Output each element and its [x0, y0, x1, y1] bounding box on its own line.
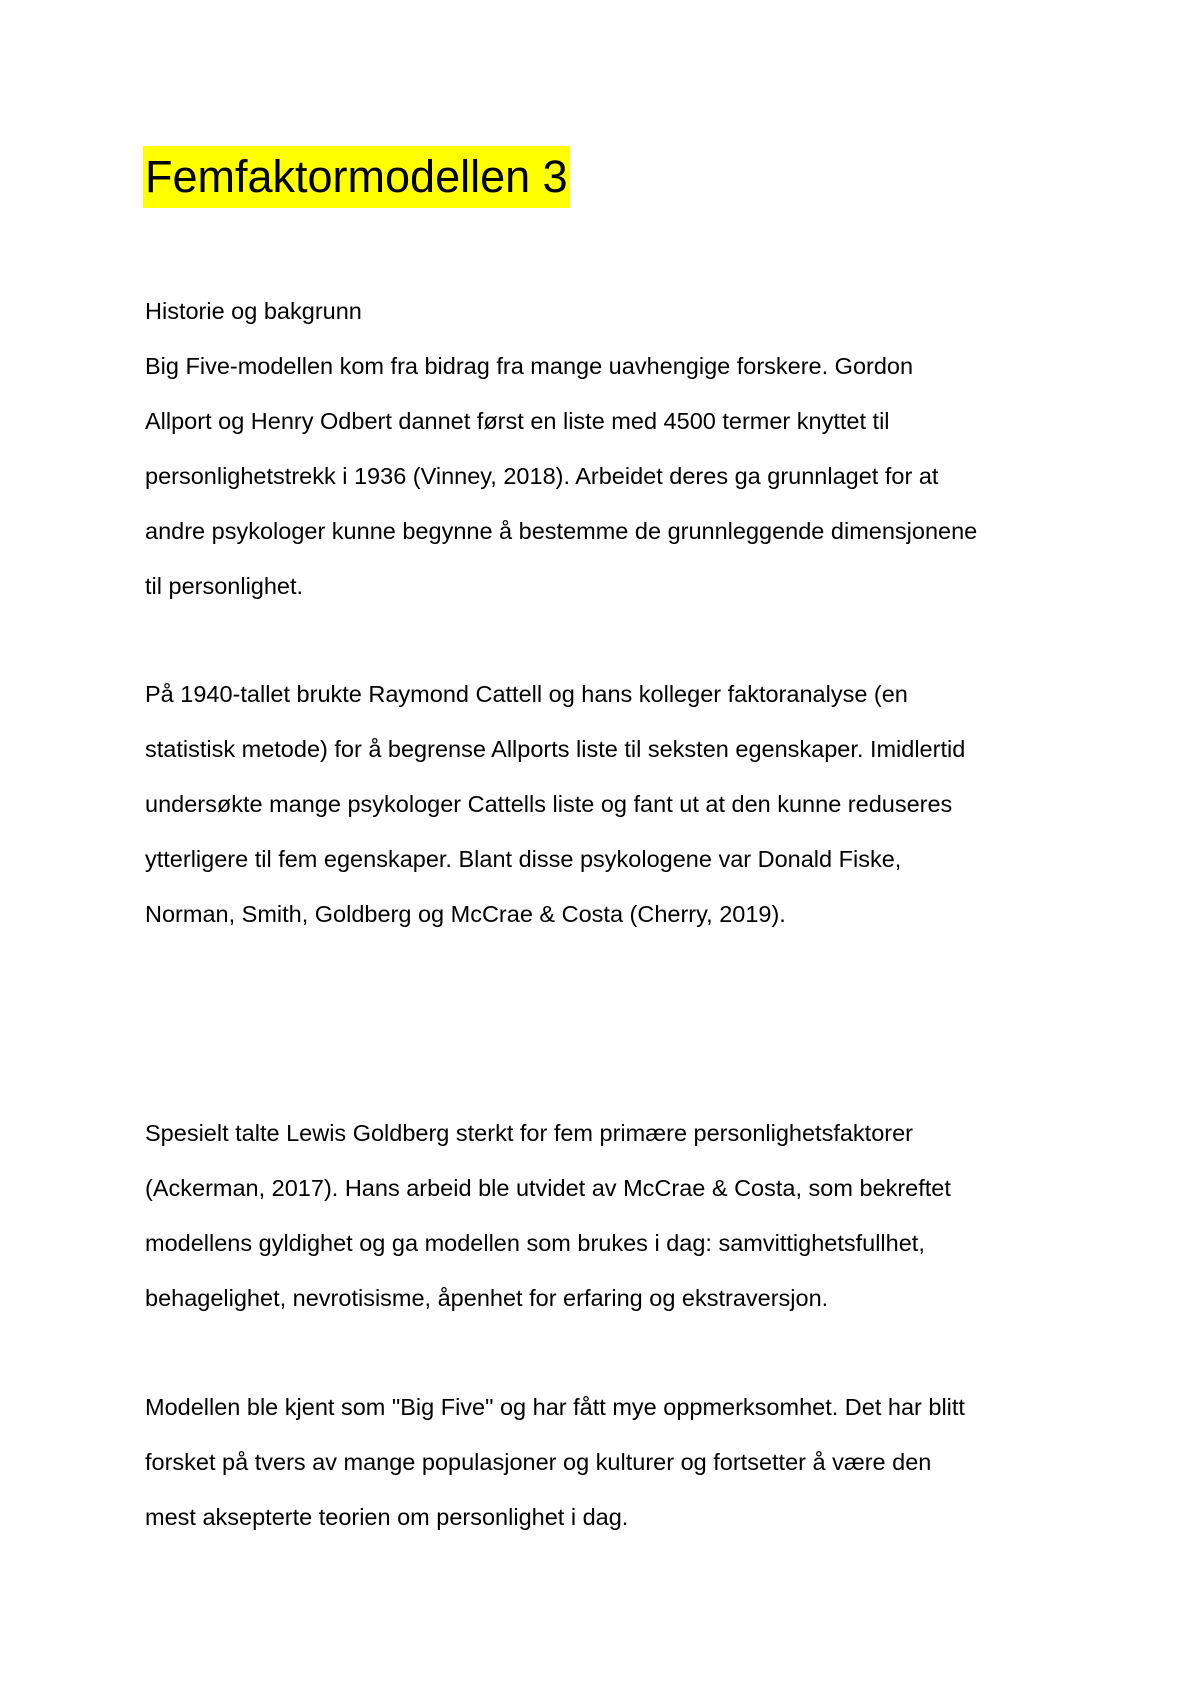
paragraph-line: Norman, Smith, Goldberg og McCrae & Costa (Cherry, 2019).	[145, 901, 786, 927]
paragraph-line: Spesielt talte Lewis Goldberg sterkt for fem primære personlighetsfaktorer	[145, 1120, 913, 1146]
paragraph-line: (Ackerman, 2017). Hans arbeid ble utvidet av McCrae & Costa, som bekreftet	[145, 1175, 951, 1201]
paragraph-line: behagelighet, nevrotisisme, åpenhet for erfaring og ekstraversjon.	[145, 1285, 829, 1311]
paragraph-line: Modellen ble kjent som "Big Five" og har fått mye oppmerksomhet. Det har blitt	[145, 1394, 965, 1420]
document-title: Femfaktormodellen 3	[143, 146, 570, 208]
paragraph-line: undersøkte mange psykologer Cattells liste og fant ut at den kunne reduseres	[145, 791, 953, 817]
paragraph-line: modellens gyldighet og ga modellen som brukes i dag: samvittighetsfullhet,	[145, 1230, 925, 1256]
paragraph-4	[145, 1380, 1075, 1545]
paragraph-3	[145, 1106, 1075, 1326]
paragraph-line: Allport og Henry Odbert dannet først en liste med 4500 termer knyttet til	[145, 408, 890, 434]
paragraph-line: personlighetstrekk i 1936 (Vinney, 2018). Arbeidet deres ga grunnlaget for at	[145, 463, 939, 489]
paragraph-line: til personlighet.	[145, 573, 304, 599]
paragraph-1	[145, 339, 1075, 614]
section-heading: Historie og bakgrunn	[145, 298, 362, 324]
paragraph-line: andre psykologer kunne begynne å bestemme de grunnleggende dimensjonene	[145, 518, 978, 544]
paragraph-line: mest aksepterte teorien om personlighet i dag.	[145, 1504, 629, 1530]
paragraph-line: statistisk metode) for å begrense Allports liste til seksten egenskaper. Imidlertid	[145, 736, 966, 762]
paragraph-2	[145, 667, 1075, 942]
paragraph-line: På 1940-tallet brukte Raymond Cattell og hans kolleger faktoranalyse (en	[145, 681, 908, 707]
paragraph-line: forsket på tvers av mange populasjoner og kulturer og fortsetter å være den	[145, 1449, 932, 1475]
paragraph-line: Big Five-modellen kom fra bidrag fra mange uavhengige forskere. Gordon	[145, 353, 914, 379]
paragraph-line: ytterligere til fem egenskaper. Blant disse psykologene var Donald Fiske,	[145, 846, 902, 872]
